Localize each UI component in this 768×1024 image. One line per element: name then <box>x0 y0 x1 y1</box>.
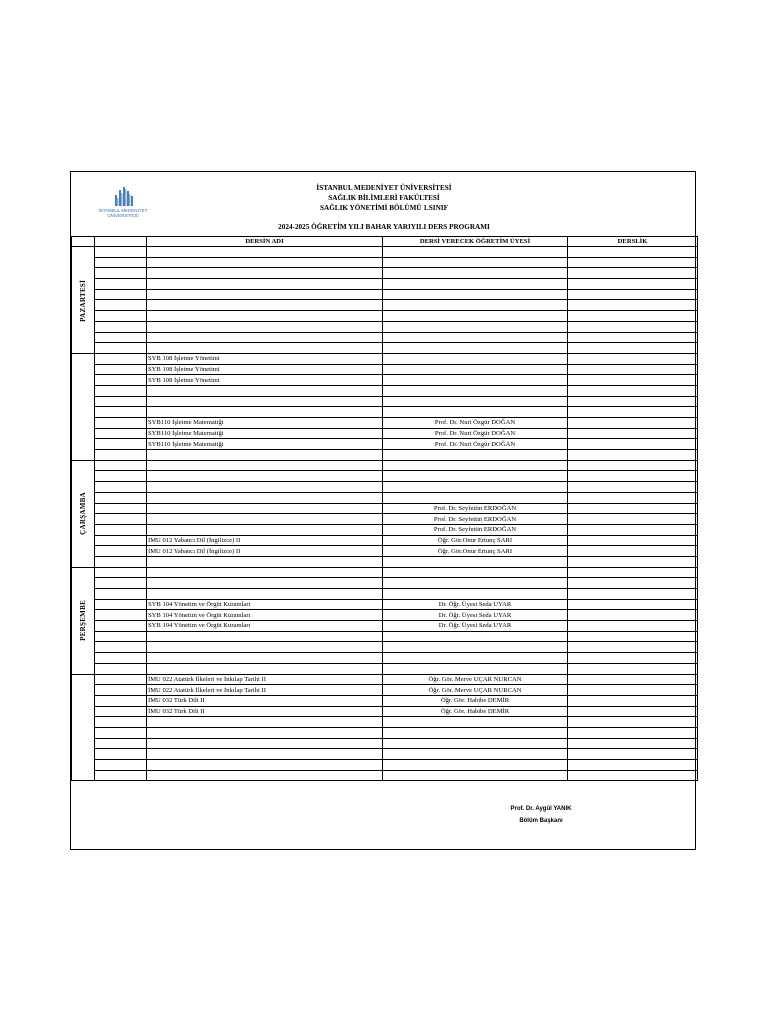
room-cell <box>568 450 698 461</box>
time-cell <box>95 749 147 760</box>
instructor-cell <box>383 332 568 343</box>
course-cell <box>147 460 383 471</box>
instructor-cell: Dr. Öğr. Üyesi Seda UYAR <box>383 621 568 632</box>
table-row <box>72 375 698 386</box>
instructor-cell: Öğr. Gör. Merve UÇAR NURCAN <box>383 674 568 685</box>
room-cell <box>568 375 698 386</box>
course-cell: İMU 032 Türk Dili II <box>147 695 383 706</box>
signature-title: Bölüm Başkanı <box>519 818 563 824</box>
time-cell <box>95 503 147 514</box>
time-cell <box>95 770 147 781</box>
room-cell <box>568 749 698 760</box>
room-cell <box>568 642 698 653</box>
room-cell <box>568 631 698 642</box>
table-row <box>72 674 698 685</box>
time-cell <box>95 364 147 375</box>
table-row <box>72 535 698 546</box>
instructor-cell <box>383 749 568 760</box>
time-cell <box>95 556 147 567</box>
instructor-cell <box>383 289 568 300</box>
course-cell: SYB 108 İşletme Yönetimi <box>147 364 383 375</box>
time-cell <box>95 418 147 429</box>
header-course: DERSİN ADI <box>147 237 383 247</box>
instructor-cell <box>383 653 568 664</box>
time-cell <box>95 257 147 268</box>
instructor-cell <box>383 589 568 600</box>
table-row <box>72 268 698 279</box>
table-row <box>72 642 698 653</box>
table-row <box>72 471 698 482</box>
room-cell <box>568 321 698 332</box>
table-row <box>72 289 698 300</box>
room-cell <box>568 760 698 771</box>
room-cell <box>568 706 698 717</box>
instructor-cell <box>383 311 568 322</box>
room-cell <box>568 770 698 781</box>
time-cell <box>95 460 147 471</box>
course-cell <box>147 279 383 290</box>
table-row <box>72 482 698 493</box>
course-cell <box>147 396 383 407</box>
table-row <box>72 546 698 557</box>
department-name: SAĞLIK YÖNETİMİ BÖLÜMÜ 1.SINIF <box>320 204 448 212</box>
course-cell <box>147 311 383 322</box>
time-cell <box>95 311 147 322</box>
course-cell <box>147 749 383 760</box>
table-row <box>72 332 698 343</box>
table-row <box>72 343 698 354</box>
course-cell <box>147 385 383 396</box>
day-label: ÇARŞAMBA <box>72 460 95 567</box>
time-cell <box>95 546 147 557</box>
course-cell <box>147 257 383 268</box>
table-row <box>72 514 698 525</box>
course-cell: SYB 104 Yönetim ve Örgüt Kuramları <box>147 610 383 621</box>
course-cell <box>147 556 383 567</box>
room-cell <box>568 247 698 258</box>
course-cell: SYB110 İşletme Matematiği <box>147 439 383 450</box>
instructor-cell: Prof. Dr. Nuri Özgür DOĞAN <box>383 439 568 450</box>
room-cell <box>568 439 698 450</box>
time-cell <box>95 343 147 354</box>
course-cell <box>147 727 383 738</box>
header-time-cell <box>95 237 147 247</box>
table-row <box>72 695 698 706</box>
course-cell: İMU 032 Türk Dili II <box>147 706 383 717</box>
table-row <box>72 610 698 621</box>
room-cell <box>568 257 698 268</box>
room-cell <box>568 396 698 407</box>
table-row <box>72 247 698 258</box>
instructor-cell <box>383 471 568 482</box>
time-cell <box>95 279 147 290</box>
schedule-sheet <box>70 171 696 850</box>
instructor-cell <box>383 738 568 749</box>
time-cell <box>95 439 147 450</box>
instructor-cell: Prof. Dr. Seyfettin ERDOĞAN <box>383 503 568 514</box>
time-cell <box>95 738 147 749</box>
table-row <box>72 685 698 696</box>
time-cell <box>95 631 147 642</box>
university-name: İSTANBUL MEDENİYET ÜNİVERSİTESİ <box>316 184 452 192</box>
header-instructor: DERSİ VERECEK ÖĞRETİM ÜYESİ <box>383 237 568 247</box>
day-label <box>72 353 95 460</box>
time-cell <box>95 428 147 439</box>
course-cell: İMU 012 Yabancı Dil (İngilizce) II <box>147 535 383 546</box>
course-cell: SYB110 İşletme Matematiği <box>147 418 383 429</box>
time-cell <box>95 535 147 546</box>
table-row <box>72 279 698 290</box>
table-row <box>72 353 698 364</box>
course-cell <box>147 760 383 771</box>
time-cell <box>95 599 147 610</box>
time-cell <box>95 300 147 311</box>
room-cell <box>568 332 698 343</box>
instructor-cell: Öğr. Gör.Onur Ertunç SARI <box>383 546 568 557</box>
course-cell <box>147 289 383 300</box>
time-cell <box>95 717 147 728</box>
day-label: PERŞEMBE <box>72 567 95 674</box>
instructor-cell <box>383 663 568 674</box>
table-row <box>72 460 698 471</box>
course-cell: İMU 012 Yabancı Dil (İngilizce) II <box>147 546 383 557</box>
time-cell <box>95 247 147 258</box>
course-cell <box>147 343 383 354</box>
instructor-cell: Öğr. Gör. Habibe DEMİR <box>383 706 568 717</box>
instructor-cell: Prof. Dr. Nuri Özgür DOĞAN <box>383 418 568 429</box>
instructor-cell <box>383 407 568 418</box>
room-cell <box>568 610 698 621</box>
table-row <box>72 760 698 771</box>
table-row <box>72 717 698 728</box>
room-cell <box>568 418 698 429</box>
room-cell <box>568 428 698 439</box>
schedule-table <box>71 236 698 781</box>
course-cell <box>147 247 383 258</box>
instructor-cell <box>383 300 568 311</box>
instructor-cell: Prof. Dr. Nuri Özgür DOĞAN <box>383 428 568 439</box>
table-row <box>72 450 698 461</box>
table-row <box>72 556 698 567</box>
course-cell <box>147 482 383 493</box>
instructor-cell <box>383 727 568 738</box>
time-cell <box>95 567 147 578</box>
room-cell <box>568 364 698 375</box>
course-cell <box>147 631 383 642</box>
course-cell <box>147 514 383 525</box>
faculty-name: SAĞLIK BİLİMLERİ FAKÜLTESİ <box>328 194 440 202</box>
time-cell <box>95 642 147 653</box>
time-cell <box>95 610 147 621</box>
room-cell <box>568 524 698 535</box>
header-room: DERSLİK <box>568 237 698 247</box>
course-cell <box>147 653 383 664</box>
time-cell <box>95 524 147 535</box>
instructor-cell <box>383 450 568 461</box>
course-cell: İMU 022 Atatürk İlkeleri ve İnkılap Tarihi II <box>147 674 383 685</box>
time-cell <box>95 760 147 771</box>
header-day-cell <box>72 237 95 247</box>
room-cell <box>568 717 698 728</box>
instructor-cell: Prof. Dr. Seyfettin ERDOĞAN <box>383 514 568 525</box>
room-cell <box>568 289 698 300</box>
room-cell <box>568 621 698 632</box>
course-cell <box>147 738 383 749</box>
instructor-cell <box>383 321 568 332</box>
room-cell <box>568 311 698 322</box>
time-cell <box>95 621 147 632</box>
room-cell <box>568 514 698 525</box>
day-label <box>72 674 95 781</box>
time-cell <box>95 289 147 300</box>
time-cell <box>95 332 147 343</box>
course-cell <box>147 717 383 728</box>
table-row <box>72 492 698 503</box>
room-cell <box>568 503 698 514</box>
course-cell <box>147 450 383 461</box>
course-cell <box>147 268 383 279</box>
time-cell <box>95 492 147 503</box>
room-cell <box>568 460 698 471</box>
room-cell <box>568 492 698 503</box>
time-cell <box>95 663 147 674</box>
time-cell <box>95 471 147 482</box>
table-row <box>72 257 698 268</box>
room-cell <box>568 578 698 589</box>
table-row <box>72 749 698 760</box>
time-cell <box>95 589 147 600</box>
course-cell <box>147 663 383 674</box>
room-cell <box>568 268 698 279</box>
room-cell <box>568 738 698 749</box>
room-cell <box>568 589 698 600</box>
table-header-row <box>72 237 698 247</box>
table-row <box>72 621 698 632</box>
course-cell <box>147 332 383 343</box>
table-row <box>72 706 698 717</box>
instructor-cell <box>383 717 568 728</box>
instructor-cell <box>383 460 568 471</box>
table-row <box>72 631 698 642</box>
signature-name: Prof. Dr. Aygül YANIK <box>510 806 572 812</box>
table-row <box>72 428 698 439</box>
room-cell <box>568 727 698 738</box>
room-cell <box>568 599 698 610</box>
instructor-cell <box>383 353 568 364</box>
instructor-cell: Öğr. Gör. Merve UÇAR NURCAN <box>383 685 568 696</box>
table-row <box>72 364 698 375</box>
instructor-cell <box>383 385 568 396</box>
course-cell: İMU 022 Atatürk İlkeleri ve İnkılap Tarihi II <box>147 685 383 696</box>
instructor-cell: Öğr. Gör. Habibe DEMİR <box>383 695 568 706</box>
table-row <box>72 578 698 589</box>
table-row <box>72 738 698 749</box>
time-cell <box>95 514 147 525</box>
room-cell <box>568 556 698 567</box>
course-cell <box>147 407 383 418</box>
room-cell <box>568 385 698 396</box>
room-cell <box>568 653 698 664</box>
course-cell <box>147 642 383 653</box>
time-cell <box>95 695 147 706</box>
course-cell: SYB 108 İşletme Yönetimi <box>147 375 383 386</box>
table-row <box>72 321 698 332</box>
time-cell <box>95 268 147 279</box>
instructor-cell <box>383 770 568 781</box>
course-cell <box>147 471 383 482</box>
course-cell: SYB110 İşletme Matematiği <box>147 428 383 439</box>
course-cell: SYB 104 Yönetim ve Örgüt Kuramları <box>147 621 383 632</box>
time-cell <box>95 653 147 664</box>
table-row <box>72 503 698 514</box>
time-cell <box>95 685 147 696</box>
instructor-cell <box>383 567 568 578</box>
room-cell <box>568 343 698 354</box>
instructor-cell <box>383 364 568 375</box>
program-title: 2024-2025 ÖĞRETİM YILI BAHAR YARIYILI DERS PROGRAMI <box>278 223 490 231</box>
table-row <box>72 396 698 407</box>
time-cell <box>95 396 147 407</box>
table-row <box>72 439 698 450</box>
logo-line1: İSTANBUL MEDENİYET <box>98 208 148 213</box>
time-cell <box>95 706 147 717</box>
course-cell <box>147 578 383 589</box>
course-cell <box>147 321 383 332</box>
room-cell <box>568 300 698 311</box>
course-cell <box>147 770 383 781</box>
table-row <box>72 599 698 610</box>
instructor-cell <box>383 247 568 258</box>
course-cell <box>147 503 383 514</box>
table-row <box>72 589 698 600</box>
time-cell <box>95 353 147 364</box>
room-cell <box>568 353 698 364</box>
room-cell <box>568 567 698 578</box>
course-cell <box>147 524 383 535</box>
instructor-cell <box>383 375 568 386</box>
table-row <box>72 407 698 418</box>
instructor-cell <box>383 268 568 279</box>
room-cell <box>568 663 698 674</box>
room-cell <box>568 695 698 706</box>
instructor-cell <box>383 642 568 653</box>
course-cell <box>147 492 383 503</box>
course-cell <box>147 589 383 600</box>
time-cell <box>95 578 147 589</box>
table-row <box>72 385 698 396</box>
time-cell <box>95 385 147 396</box>
table-row <box>72 567 698 578</box>
instructor-cell: Dr. Öğr. Üyesi Seda UYAR <box>383 610 568 621</box>
room-cell <box>568 546 698 557</box>
time-cell <box>95 450 147 461</box>
instructor-cell <box>383 631 568 642</box>
room-cell <box>568 279 698 290</box>
logo-line2: ÜNİVERSİTESİ <box>107 213 139 218</box>
table-row <box>72 300 698 311</box>
time-cell <box>95 727 147 738</box>
course-cell: SYB 104 Yönetim ve Örgüt Kuramları <box>147 599 383 610</box>
instructor-cell <box>383 578 568 589</box>
table-row <box>72 770 698 781</box>
table-row <box>72 524 698 535</box>
table-row <box>72 727 698 738</box>
room-cell <box>568 685 698 696</box>
room-cell <box>568 471 698 482</box>
table-row <box>72 311 698 322</box>
day-label: PAZARTESİ <box>72 247 95 354</box>
instructor-cell: Prof. Dr. Seyfettin ERDOĞAN <box>383 524 568 535</box>
instructor-cell <box>383 343 568 354</box>
room-cell <box>568 482 698 493</box>
time-cell <box>95 321 147 332</box>
instructor-cell <box>383 760 568 771</box>
room-cell <box>568 535 698 546</box>
time-cell <box>95 375 147 386</box>
instructor-cell <box>383 492 568 503</box>
time-cell <box>95 482 147 493</box>
course-cell <box>147 300 383 311</box>
instructor-cell <box>383 257 568 268</box>
table-row <box>72 653 698 664</box>
time-cell <box>95 674 147 685</box>
instructor-cell <box>383 482 568 493</box>
instructor-cell: Öğr. Gör.Onur Ertunç SARI <box>383 535 568 546</box>
instructor-cell <box>383 279 568 290</box>
time-cell <box>95 407 147 418</box>
room-cell <box>568 407 698 418</box>
table-row <box>72 418 698 429</box>
instructor-cell <box>383 556 568 567</box>
table-row <box>72 663 698 674</box>
course-cell: SYB 108 İşletme Yönetimi <box>147 353 383 364</box>
course-cell <box>147 567 383 578</box>
instructor-cell: Dr. Öğr. Üyesi Seda UYAR <box>383 599 568 610</box>
room-cell <box>568 674 698 685</box>
instructor-cell <box>383 396 568 407</box>
